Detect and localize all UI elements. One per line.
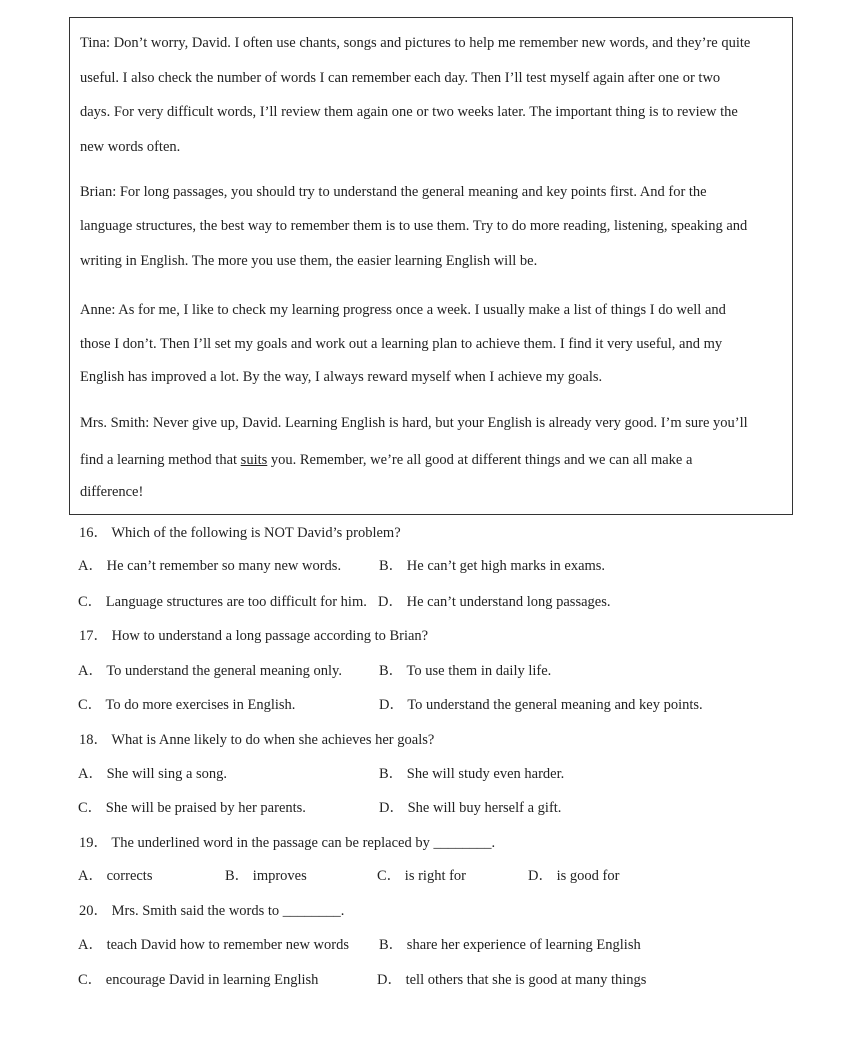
passage-text: you. Remember, we’re all good at different things and we can all make a [267, 452, 693, 468]
question-18-option-b[interactable]: B． She will study even harder. [379, 766, 565, 782]
passage-line: those I don’t. Then I’ll set my goals and work out a learning plan to achieve them. I find it very useful, and my [80, 336, 723, 352]
underlined-word: suits [240, 452, 268, 468]
question-17-option-c[interactable]: C． To do more exercises in English. [78, 697, 296, 713]
question-18-option-d[interactable]: D． She will buy herself a gift. [379, 800, 562, 816]
passage-box-tina [69, 17, 793, 170]
question-16-stem: 16． Which of the following is NOT David’s problem? [79, 525, 401, 541]
passage-box-anne [69, 283, 793, 399]
passage-line: useful. I also check the number of words I can remember each day. Then I’ll test myself again after one or two [80, 70, 721, 86]
question-16-option-c[interactable]: C． Language structures are too difficult for him. [78, 594, 367, 610]
passage-line: Mrs. Smith: Never give up, David. Learning English is hard, but your English is already very good. I’m sure you’ll [80, 415, 748, 431]
question-18-option-a[interactable]: A． She will sing a song. [78, 766, 228, 782]
question-18-stem: 18． What is Anne likely to do when she achieves her goals? [79, 732, 435, 748]
passage-box-smith [69, 398, 793, 515]
passage-line [80, 451, 692, 469]
passage-line: Tina: Don’t worry, David. I often use chants, songs and pictures to help me remember new words, and they’re quite [80, 35, 751, 51]
passage-line: difference! [80, 484, 144, 500]
question-17-option-d[interactable]: D． To understand the general meaning and key points. [379, 697, 703, 713]
question-19-stem: 19． The underlined word in the passage can be replaced by ________. [79, 835, 496, 851]
passage-box-brian [69, 168, 793, 284]
question-16-option-d[interactable]: D． He can’t understand long passages. [378, 594, 611, 610]
passage-text: find a learning method that [80, 452, 241, 468]
question-20-option-b[interactable]: B． share her experience of learning English [379, 937, 641, 953]
question-20-option-a[interactable]: A． teach David how to remember new words [78, 937, 349, 953]
passage-line: English has improved a lot. By the way, I always reward myself when I achieve my goals. [80, 369, 603, 385]
passage-line: Brian: For long passages, you should try to understand the general meaning and key points first. And for the [80, 184, 707, 200]
question-17-option-a[interactable]: A． To understand the general meaning only. [78, 663, 342, 679]
passage-line: days. For very difficult words, I’ll review them again one or two weeks later. The important thing is to review the [80, 104, 738, 120]
question-17-stem: 17． How to understand a long passage according to Brian? [79, 628, 429, 644]
passage-line: writing in English. The more you use them, the easier learning English will be. [80, 253, 538, 269]
question-20-option-c[interactable]: C． encourage David in learning English [78, 972, 319, 988]
question-20-option-d[interactable]: D． tell others that she is good at many things [377, 972, 647, 988]
question-20-stem: 20． Mrs. Smith said the words to ________. [79, 903, 345, 919]
passage-line: Anne: As for me, I like to check my learning progress once a week. I usually make a list of things I do well and [80, 302, 726, 318]
question-16-option-a[interactable]: A． He can’t remember so many new words. [78, 558, 342, 574]
question-16-option-b[interactable]: B． He can’t get high marks in exams. [379, 558, 606, 574]
question-19-option-a[interactable]: A． corrects [78, 868, 153, 884]
question-19-option-c[interactable]: C． is right for [377, 868, 467, 884]
question-17-option-b[interactable]: B． To use them in daily life. [379, 663, 552, 679]
question-19-option-b[interactable]: B． improves [225, 868, 307, 884]
passage-line: language structures, the best way to remember them is to use them. Try to do more reading, listening, speaking and [80, 218, 748, 234]
question-18-option-c[interactable]: C． She will be praised by her parents. [78, 800, 306, 816]
question-19-option-d[interactable]: D． is good for [528, 868, 620, 884]
passage-line: new words often. [80, 139, 181, 155]
